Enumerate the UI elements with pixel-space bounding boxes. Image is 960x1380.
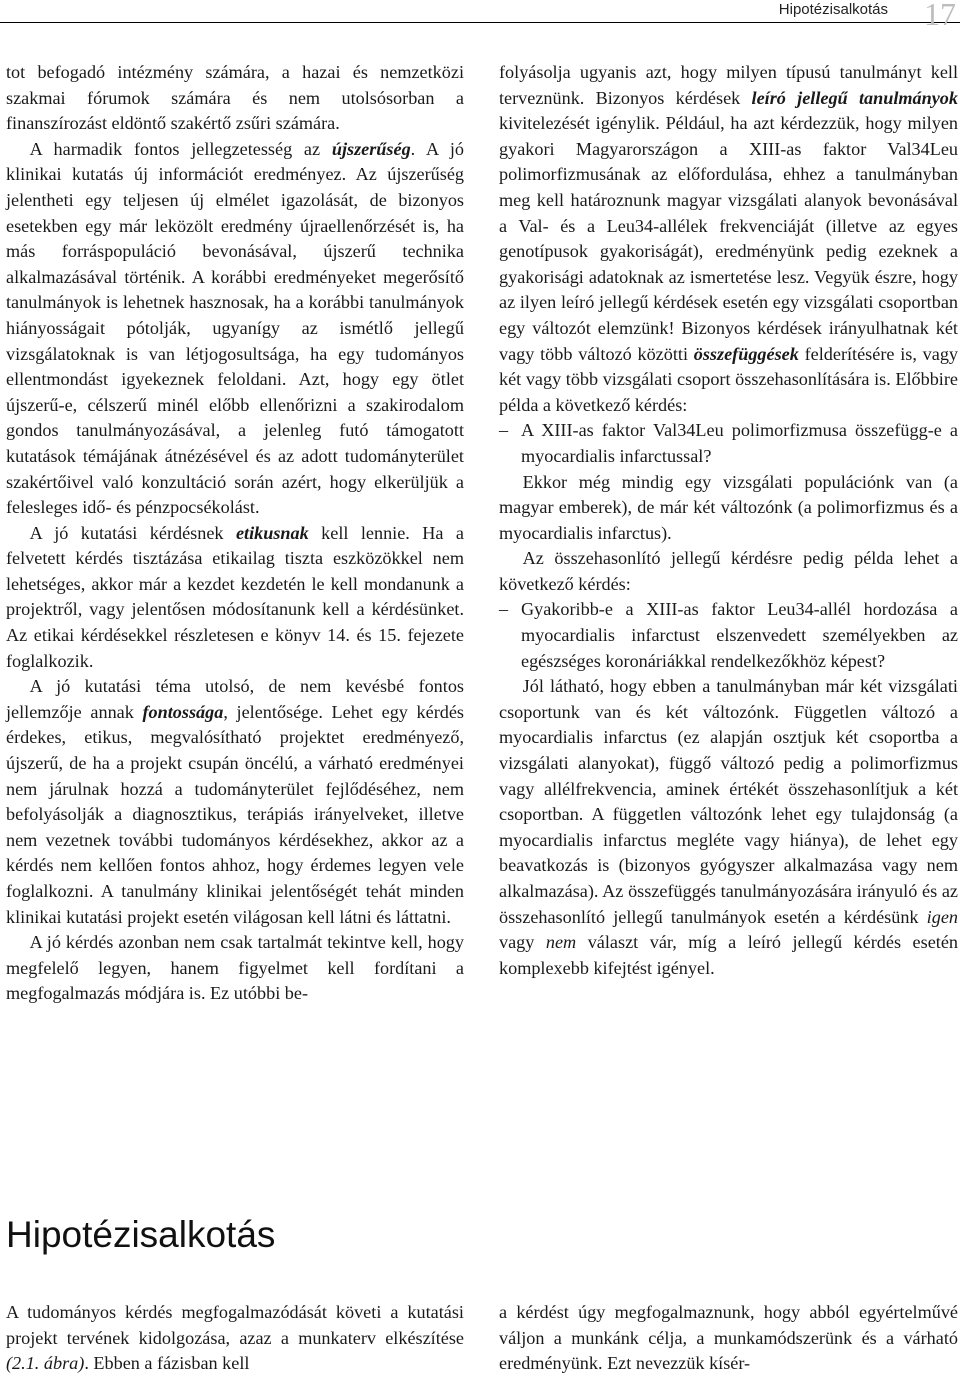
paragraph: tot befogadó intézmény számára, a hazai és nemzetközi szakmai fórumok számára és nem utolsósorban a finanszírozást eldöntő szakértő zsűri számára.: [6, 62, 464, 134]
header-rule: [0, 22, 960, 23]
figure-reference: (2.1. ábra): [6, 1353, 85, 1374]
paragraph: A jó kutatási kérdésnek etikusnak kell lennie. Ha a felvetett kérdés tisztázása etikailag tiszta eszközökkel nem lehetséges, akkor már a kezdet kezdetén le kell mondanunk a projektről, vagy jelentősen módosítanunk kell a kérdésünket. Az etikai kérdésekkel részletesen e könyv 14. és 15. fejezete foglalkozik.: [6, 522, 464, 671]
paragraph: a kérdést úgy megfogalmaznunk, hogy abból egyértelművé váljon a munkánk célja, a munkamódszerünk és a várható eredményünk. Ezt nevezzük kísér-: [499, 1302, 958, 1374]
paragraph: A jó kutatási téma utolsó, de nem kevésbé fontos jellemzője annak fontossága, jelentősége. Lehet egy kérdés érdekes, etikus, megvalósítható projektet eredményező, újszerű, de ha a projekt csupán öncélú, a várható eredményei nem járulnak hozzá a tudományterület fejlődéséhez, nem befolyásolják a diagnosztikus, terápiás irányelveket, illetve nem vezetnek további tudományos kérdésekhez, akkor az a kérdés nem kellően fontos ahhoz, hogy érdemes legyen vele foglalkozni. A tanulmány klinikai jelentőségét tehát minden klinikai kutatási projekt esetén világosan kell látni és láttatni.: [6, 676, 464, 927]
paragraph: A tudományos kérdés megfogalmazódását követi a kutatási projekt tervének kidolgozása, azaz a munkaterv elkészítése (2.1. ábra). Ebben a fázisban kell: [6, 1302, 464, 1374]
emphasis: nem: [545, 932, 577, 953]
running-title: Hipotézisalkotás: [778, 1, 888, 18]
paragraph: A jó kérdés azonban nem csak tartalmát tekintve kell, hogy megfelelő legyen, hanem figyelmet kell fordítani a megfogalmazás módjára is. Ez utóbbi be-: [6, 932, 464, 1004]
section-left-column: [6, 1300, 464, 1377]
right-column: [499, 60, 958, 981]
left-column: [6, 60, 464, 1007]
page-number: 17: [924, 0, 956, 32]
emphasis: etikusnak: [235, 522, 309, 543]
paragraph: A harmadik fontos jellegzetesség az újszerűség. A jó klinikai kutatás új információt eredményez. Az újszerűség jelentheti egy teljesen új elmélet igazolását, de bizonyos esetekben egy már leközölt eredmény újraellenőrzését is, ha más forráspopuláció bevonásával, újszerű technika alkalmazásával történik. A korábbi eredményeket megerősítő tanulmányok is lehetnek hasznosak, ha a korábbi tanulmányok hiányosságait pótolják, ugyanígy az ismétlő jellegű vizsgálatoknak is van létjogosultsága, ha egy tudományos ellentmondást igyekeznek feloldani. Azt, hogy egy ötlet újszerű-e, célszerű minél előbb ellenőrizni a szakirodalom gondos tanulmányozásával, a jelenleg futó támogatott kutatások témájának átnézésével és az adott tudományterület szakértőivel való konzultáció során azért, hogy elkerüljük a felesleges idő- és pénzpocsékolást.: [6, 138, 464, 518]
emphasis: igen: [926, 906, 958, 927]
paragraph: folyásolja ugyanis azt, hogy milyen típusú tanulmányt kell terveznünk. Bizonyos kérdések leíró jellegű tanulmányok kivitelezését igénylik. Például, ha azt kérdezzük, hogy milyen gyakori Magyarországon a XIII-as faktor Val34Leu polimorfizmusának az előfordulása, ehhez a tanulmányban meg kell határoznunk magyar vizsgálati alanyok bevonásával a Val- és a Leu34-allélek frekvenciáját (illetve az egyes genotípusok gyakoriságát), eredményünk pedig ezeknek a gyakorisági adatoknak az ismertetése lesz. Vegyük észre, hogy az ilyen leíró jellegű kérdések esetén egy vizsgálati csoportban egy változót elemzünk! Bizonyos kérdések irányulhatnak két vagy több változó közötti összefüggések felderítésére is, vagy két vagy több vizsgálati csoport összehasonlítására is. Előbbire példa a következő kérdés:: [499, 62, 959, 415]
section-title: Hipotézisalkotás: [6, 1214, 276, 1255]
emphasis: újszerűség: [331, 138, 411, 159]
section-right-column: [499, 1300, 958, 1377]
paragraph: Jól látható, hogy ebben a tanulmányban már két vizsgálati csoportunk van és két változónk. Független változó a myocardialis infarctus (ez alapján osztjuk két csoportba a vizsgálati alanyokat), függő változó pedig a polimorfizmus vagy allélfrekvencia, aminek értékét összehasonlítjuk a két csoportban. A független változónk lehet egy tulajdonság (a myocardialis infarctus megléte vagy hiánya), de lehet egy beavatkozás is (bizonyos gyógyszer alkalmazása vagy nem alkalmazása). Az összefüggés tanulmányozására irányuló és az összehasonlító jellegű tanulmányok esetén a kérdésünk igen vagy nem választ vár, míg a leíró jellegű kérdés esetén komplexebb kifejtést igényel.: [499, 676, 958, 978]
paragraph: Az összehasonlító jellegű kérdésre pedig példa lehet a következő kérdés:: [499, 548, 958, 594]
paragraph: Ekkor még mindig egy vizsgálati populációnk van (a magyar emberek), de már két változónk (a polimorfizmus és a myocardialis infarctus).: [499, 471, 958, 543]
emphasis: fontossága: [142, 701, 224, 722]
emphasis: összefüggések: [693, 343, 799, 364]
list-item: – Gyakoribb-e a XIII-as faktor Leu34-allél hordozása a myocardialis infarctust elszenvedett személyekben az egészséges koronáriákkal rendelkezőkhöz képest?: [499, 597, 958, 674]
list-item: – A XIII-as faktor Val34Leu polimorfizmusa összefügg-e a myocardialis infarctussal?: [499, 418, 958, 469]
emphasis: leíró jellegű tanulmányok: [751, 87, 958, 108]
